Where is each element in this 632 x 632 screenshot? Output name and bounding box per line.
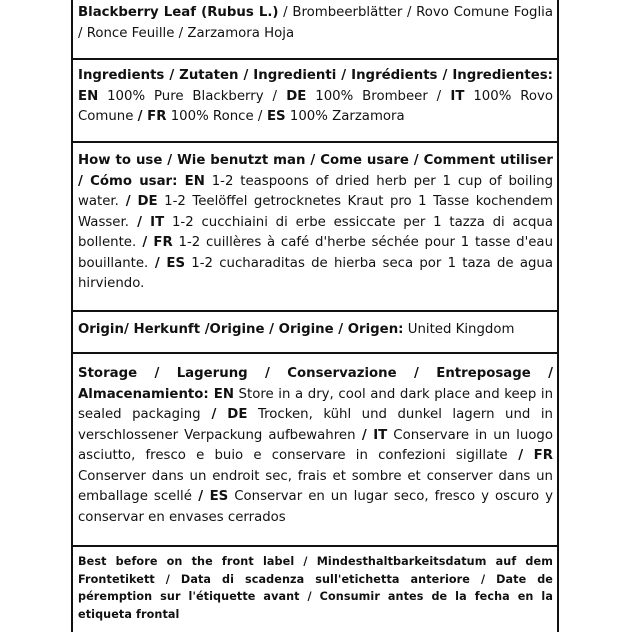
ingredients-section: Ingredients / Zutaten / Ingredienti / Ingrédients / Ingredientes: EN 100% Pure Blackberry / DE 100% Brombeer / IT 100% Rovo Comune / FR 100% Ronce / ES 100% Zarzamora (78, 68, 554, 124)
divider (73, 58, 557, 60)
product-name-translations: / Brombeerblätter / Rovo Comune Foglia / Ronce Feuille / Zarzamora Hoja (78, 5, 553, 41)
divider (73, 141, 557, 143)
divider (73, 352, 557, 354)
product-name: Blackberry Leaf (Rubus L.) (78, 5, 279, 20)
origin-section (73, 320, 557, 341)
divider (73, 310, 557, 312)
origin-value: United Kingdom (403, 322, 515, 337)
ingredients-heading: Ingredients / Zutaten / Ingredienti / Ingrédients / Ingredientes: (78, 68, 553, 83)
best-before-section (73, 553, 557, 623)
product-name-section (73, 3, 557, 44)
usage-section: How to use / Wie benutzt man / Come usare / Comment utiliser / Cómo usar: EN 1-2 teaspoons of dried herb per 1 cup of boiling water. / DE 1-2 Teelöffel getrocknetes Kraut pro 1 Tasse kochendem Wasser. / IT 1-2 cucchiaini di erbe essiccate per 1 tazza di acqua bollente. / FR 1-2 cuillères à café d'herbe séchée pour 1 tasse d'eau bouillante. / ES 1-2 cucharaditas de hierba seca por 1 taza de agua hirviendo. (78, 153, 554, 291)
storage-section: Storage / Lagerung / Conservazione / Entreposage / Almacenamiento: EN Store in a dry, cool and dark place and keep in sealed packaging / DE Trocken, kühl und dunkel lagern und in verschlossener Verpackung aufbewahren / IT Conservare in un luogo asciutto, fresco e buio e conservare in confezioni sigillate / FR Conserver dans un endroit sec, frais et sombre et conserver dans un emballage scellé / ES Conservar en un lugar seco, fresco y oscuro y conservar en envases cerrados (78, 366, 553, 525)
origin-heading: Origin/ Herkunft /Origine / Origine / Origen: (78, 322, 404, 337)
storage-heading: Storage / Lagerung / Conservazione / Entreposage / Almacenamiento: (78, 366, 553, 402)
divider (73, 545, 557, 547)
product-label (71, 0, 559, 632)
best-before-text: Best before on the front label / Mindesthaltbarkeitsdatum auf dem Frontetikett / Data di scadenza sull'etichetta anteriore / Date de péremption sur l'étiquette avant / Consumir antes de la fecha en la etiqueta frontal (78, 555, 553, 621)
usage-heading: How to use / Wie benutzt man / Come usare / Comment utiliser / Cómo usar: (78, 153, 553, 189)
